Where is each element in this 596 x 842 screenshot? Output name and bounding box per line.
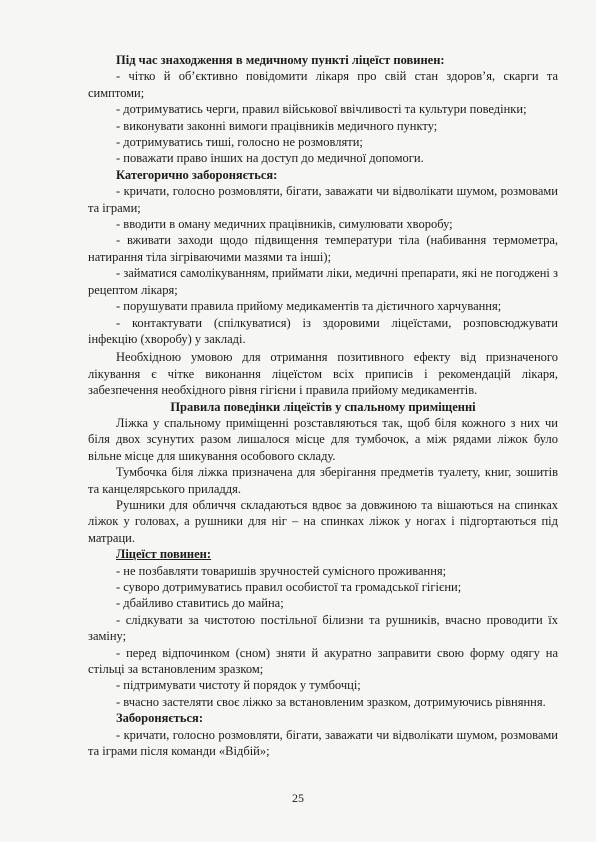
list-item: - чітко й об’єктивно повідомити лікаря про свій стан здоров’я, скарги та симптоми; [88,69,558,100]
list-item: - кричати, голосно розмовляти, бігати, заважати чи відволікати шумом, розмовами та іграми після команди «Відбій»; [88,727,558,759]
list-item: - слідкувати за чистотою постільної білизни та рушників, вчасно проводити їх заміну; [88,612,558,644]
list-item: - дотримуватись тиші, голосно не розмовляти; [116,135,363,150]
list-item: - підтримувати чистоту й порядок у тумбочці; [116,678,361,693]
section-heading-forbidden: Забороняється: [116,711,203,726]
list-item: - вживати заходи щодо підвищення температури тіла (набивання термометра, натирання тіла зігріваючими мазями та інші); [88,233,558,264]
list-item: - суворо дотримуватись правил особистої та громадської гігієни; [116,580,462,594]
section-heading-must: Ліцеїст повинен: [116,547,212,562]
paragraph-treatment: Необхідною умовою для отримання позитивного ефекту від призначеного лікування є чітке виконання ліцеїстом всіх приписів і рекомендацій лікаря, забезпечення необхідного рівня гігієни і правила прийому медикаментів. [88,350,558,398]
list-item: - перед відпочинком (сном) зняти й акуратно заправити свою форму одягу на стільці за встановленим зразком; [88,645,558,677]
paragraph: Ліжка у спальному приміщенні розставляються так, щоб біля кожного з них чи біля двох зсунутих разом лишалося місце для тумбочок, а між рядами ліжок було вільне місце для шикування особового складу. [88,415,558,463]
list-item: - поважати право інших на доступ до медичної допомоги. [116,151,424,166]
page-number: 25 [292,791,304,805]
list-item: - дбайливо ставитись до майна; [116,596,284,611]
list-item: - вчасно застеляти своє ліжко за встановленим зразком, дотримуючись рівняння. [116,694,546,709]
list-item: - порушувати правила прийому медикаментів та дієтичного харчування; [116,299,502,314]
paragraph: Рушники для обличчя складаються вдвоє за довжиною та вішаються на спинках ліжок у головах, а рушники для ніг – на спинках ліжок у ногах і підгортаються під матраци. [88,497,558,545]
section-title-dormitory: Правила поведінки ліцеїстів у спальному приміщенні [170,399,476,414]
list-item: - не позбавляти товаришів зручностей сумісного проживання; [116,563,447,578]
list-item: - контактувати (спілкуватися) із здоровими ліцеїстами, розповсюджувати інфекцію (хворобу) у закладі. [88,315,558,346]
section-heading-prohibited: Категорично забороняється: [116,167,278,182]
list-item: - займатися самолікуванням, приймати ліки, медичні препарати, які не погоджені з рецептом лікаря; [88,266,558,297]
list-item: - дотримуватись черги, правил військової ввічливості та культури поведінки; [116,102,527,117]
list-item: - виконувати законні вимоги працівників медичного пункту; [116,118,438,133]
list-item: - кричати, голосно розмовляти, бігати, заважати чи відволікати шумом, розмовами та іграми; [88,184,558,215]
section-heading-medical-point: Під час знаходження в медичному пункті ліцеїст повинен: [116,53,445,67]
list-item: - вводити в оману медичних працівників, симулювати хворобу; [116,217,453,232]
paragraph: Тумбочка біля ліжка призначена для зберігання предметів туалету, книг, зошитів та канцелярського приладдя. [88,465,558,496]
